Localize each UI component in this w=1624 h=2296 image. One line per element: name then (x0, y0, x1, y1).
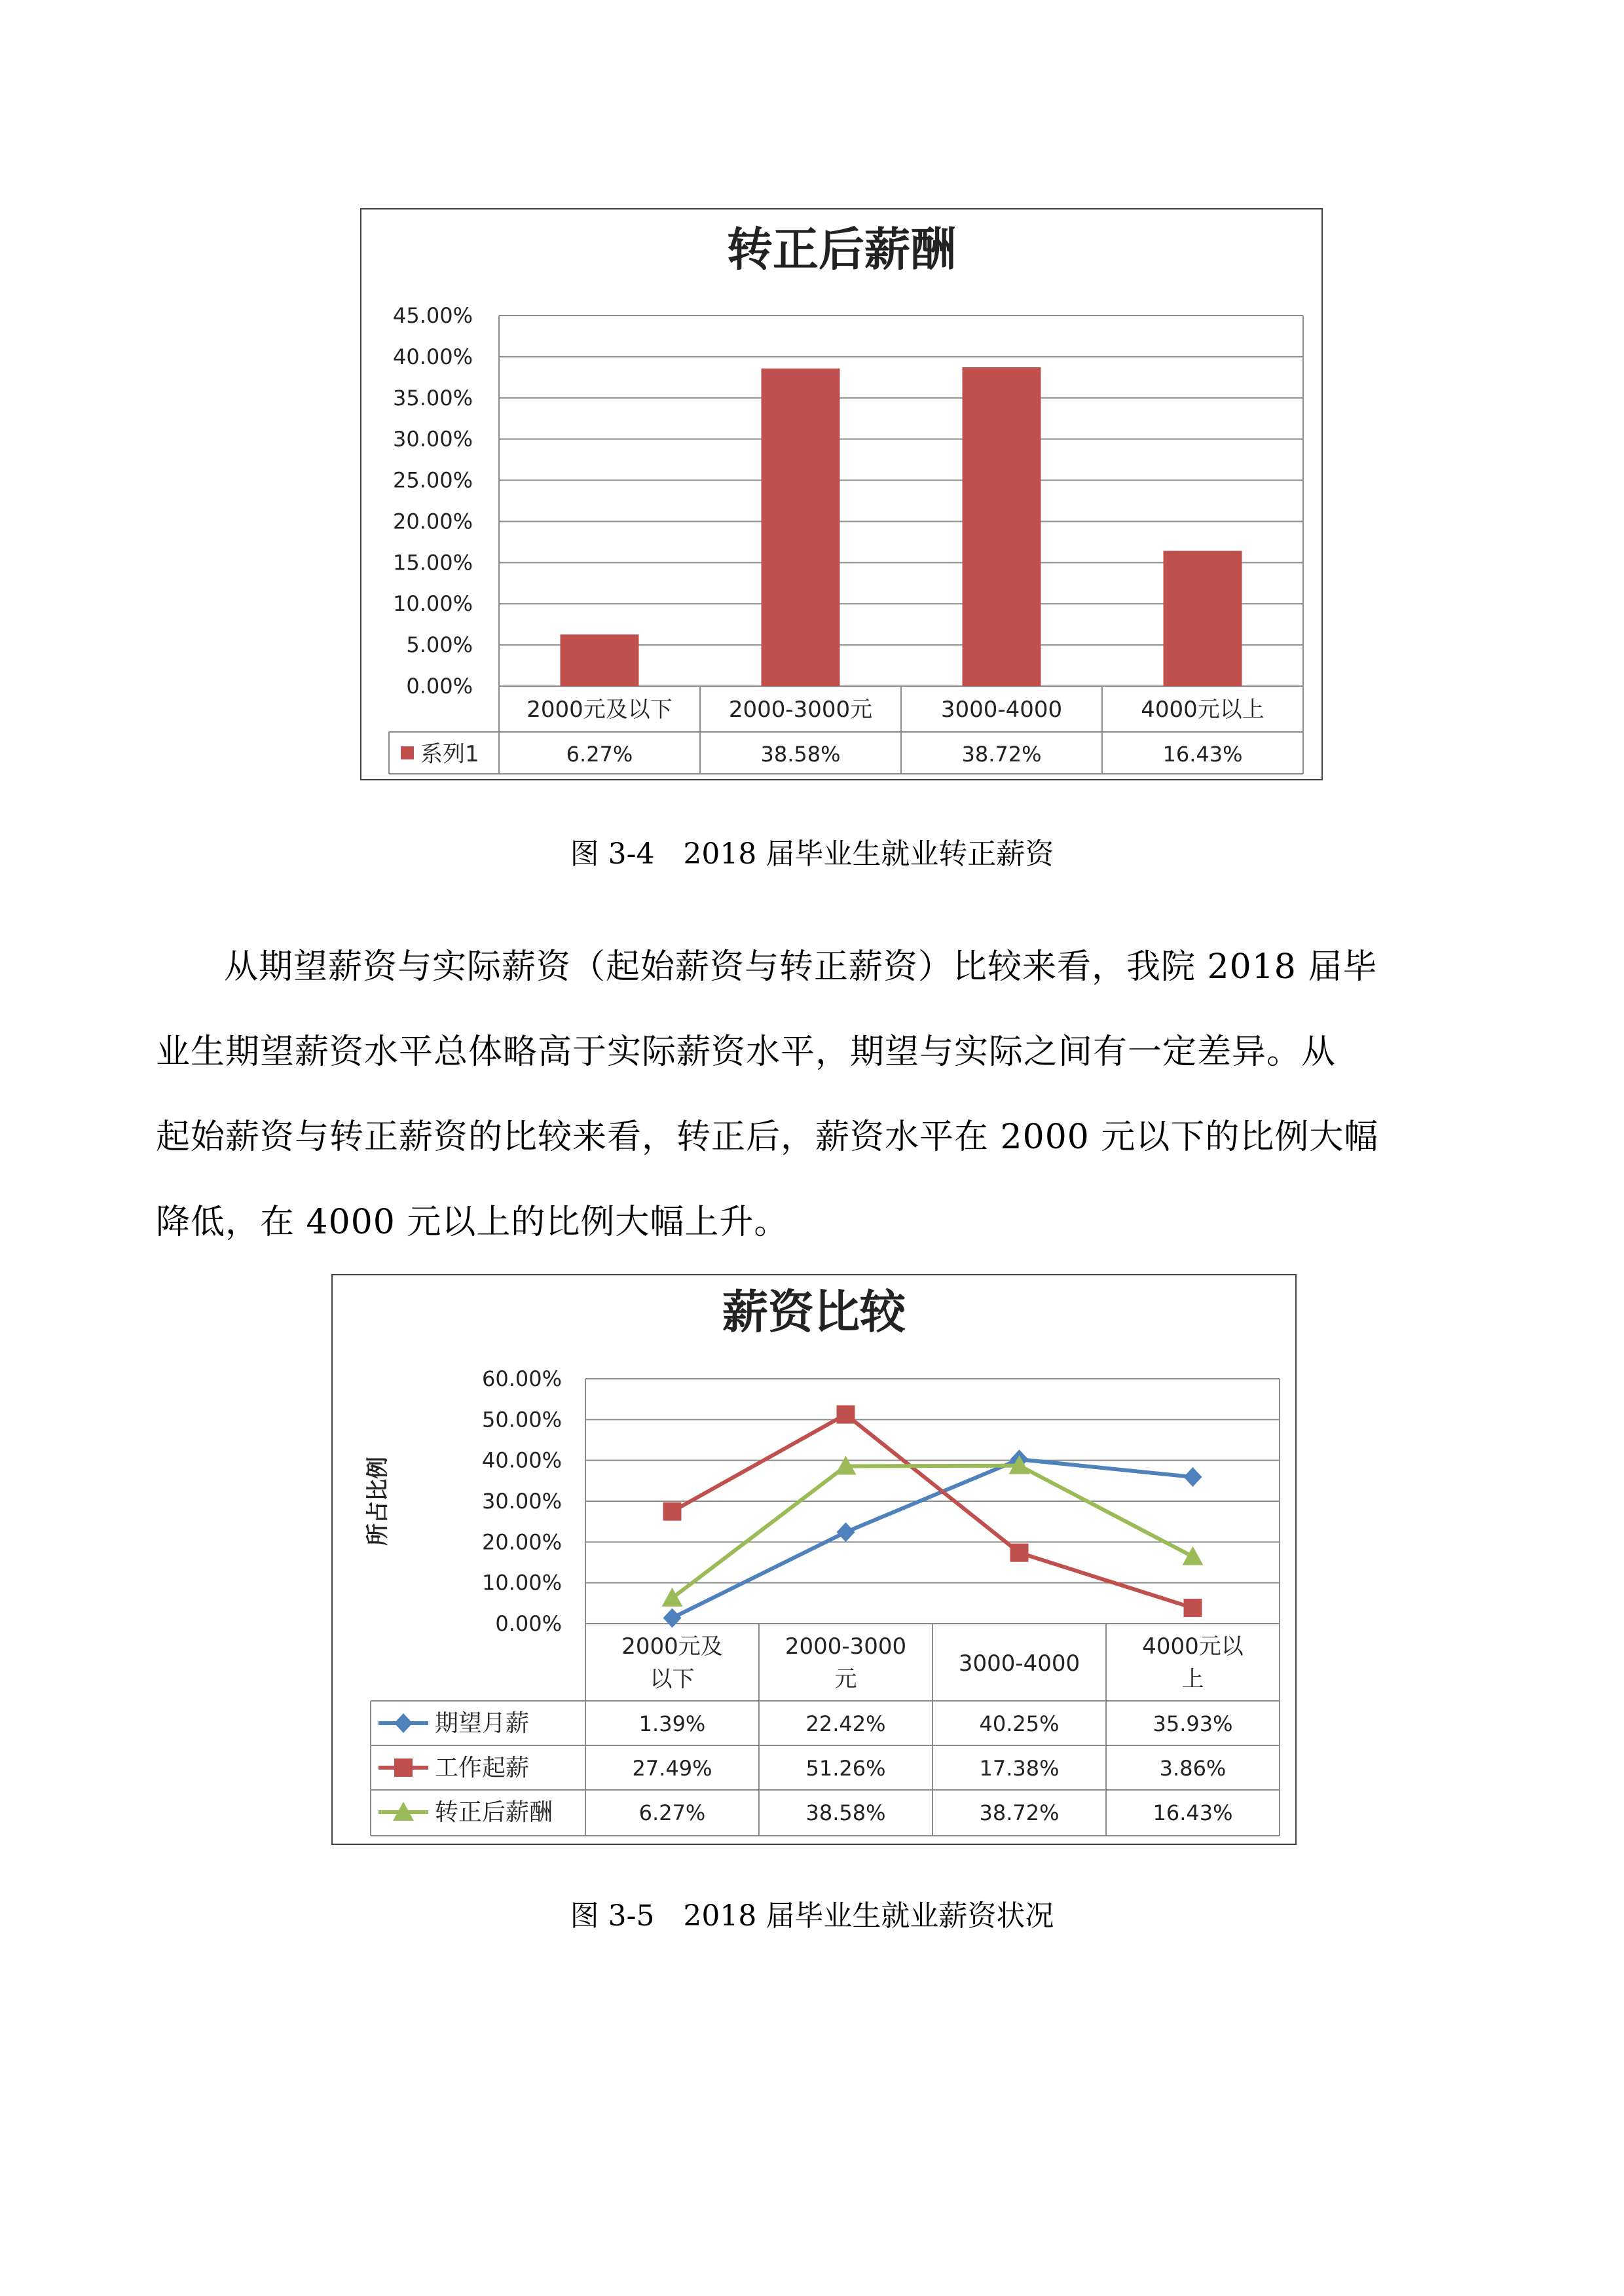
legend-label-0: 期望月薪 (435, 1710, 530, 1737)
paragraph-line-2: 业生期望薪资水平总体略高于实际薪资水平，期望与实际之间有一定差异。从 (156, 1032, 1337, 1072)
data-table-value: 51.26% (805, 1756, 886, 1781)
series-0-point-0 (663, 1608, 682, 1628)
data-table-value: 6.27% (638, 1800, 706, 1825)
y-tick-label: 0.00% (406, 674, 473, 699)
data-table-value: 40.25% (979, 1711, 1060, 1736)
bar-3 (1164, 551, 1242, 686)
y-tick-label: 40.00% (481, 1448, 562, 1473)
data-table-value: 38.72% (979, 1800, 1060, 1825)
y-tick-label: 45.00% (392, 303, 473, 328)
paragraph-line-3: 起始薪资与转正薪资的比较来看，转正后，薪资水平在 2000 元以下的比例大幅 (156, 1118, 1379, 1157)
x-category-label: 元 (834, 1666, 857, 1692)
bar-chart-svg (361, 210, 1321, 779)
y-tick-label: 60.00% (481, 1366, 562, 1391)
legend-label-1: 工作起薪 (435, 1755, 530, 1781)
legend-marker-0 (394, 1713, 413, 1733)
y-tick-label: 20.00% (481, 1529, 562, 1555)
data-table-value: 38.72% (961, 742, 1042, 767)
x-category-label: 2000-3000元 (728, 697, 873, 723)
figure-caption-3-5: 图 3-5 2018 届毕业生就业薪资状况 (570, 1899, 1054, 1933)
data-table-value: 16.43% (1153, 1800, 1233, 1825)
x-category-label: 以下 (650, 1666, 695, 1692)
y-tick-label: 15.00% (392, 550, 473, 575)
chart-title: 转正后薪酬 (727, 223, 956, 276)
legend-marker-1 (394, 1758, 413, 1777)
y-tick-label: 20.00% (392, 509, 473, 534)
line-chart-svg (333, 1275, 1295, 1844)
series-2-point-3 (1183, 1546, 1204, 1565)
series-1-point-2 (1010, 1544, 1029, 1562)
paragraph-line-1: 从期望薪资与实际薪资（起始薪资与转正薪资）比较来看，我院 2018 届毕 (224, 947, 1378, 987)
y-tick-label: 0.00% (495, 1611, 562, 1636)
y-tick-label: 5.00% (406, 632, 473, 658)
line-chart-salary-comparison (331, 1274, 1297, 1845)
bar-chart-salary-after-probation (360, 208, 1323, 780)
y-tick-label: 50.00% (481, 1407, 562, 1432)
paragraph-line-4: 降低，在 4000 元以上的比例大幅上升。 (156, 1203, 789, 1242)
x-category-label: 2000元及 (621, 1633, 723, 1660)
series-1-point-0 (663, 1503, 682, 1521)
bar-0 (561, 634, 639, 686)
bar-2 (963, 367, 1041, 686)
x-category-label: 2000-3000 (784, 1633, 907, 1660)
y-axis-title: 所占比例 (365, 1457, 391, 1546)
data-table-value: 35.93% (1153, 1711, 1233, 1736)
data-table-value: 27.49% (632, 1756, 712, 1781)
x-category-label: 4000元以 (1142, 1633, 1244, 1660)
series-0-point-1 (837, 1522, 855, 1542)
y-tick-label: 30.00% (481, 1489, 562, 1514)
legend-swatch-series1 (401, 746, 414, 759)
data-table-value: 17.38% (979, 1756, 1060, 1781)
y-tick-label: 10.00% (481, 1570, 562, 1595)
x-category-label: 2000元及以下 (526, 697, 673, 723)
bar-1 (762, 369, 840, 686)
x-category-label: 4000元以上 (1141, 697, 1264, 723)
series-1-point-1 (837, 1405, 855, 1423)
y-tick-label: 30.00% (392, 426, 473, 452)
figure-caption-3-4: 图 3-4 2018 届毕业生就业转正薪资 (570, 837, 1054, 871)
y-tick-label: 40.00% (392, 344, 473, 369)
data-table-value: 38.58% (805, 1800, 886, 1825)
body-paragraph (156, 924, 1475, 1265)
legend-label-series1: 系列1 (420, 741, 479, 767)
data-table-value: 6.27% (566, 742, 633, 767)
data-table-value: 16.43% (1162, 742, 1243, 767)
data-table-value: 1.39% (638, 1711, 706, 1736)
y-tick-label: 35.00% (392, 385, 473, 410)
x-category-label: 上 (1181, 1666, 1204, 1692)
data-table-value: 38.58% (760, 742, 841, 767)
y-tick-label: 25.00% (392, 467, 473, 493)
data-table-value: 3.86% (1159, 1756, 1227, 1781)
series-0-point-3 (1184, 1467, 1202, 1487)
x-category-label: 3000-4000 (940, 697, 1063, 723)
series-1-point-3 (1184, 1599, 1202, 1617)
legend-label-2: 转正后薪酬 (435, 1799, 553, 1826)
chart-title: 薪资比较 (722, 1285, 906, 1339)
x-category-label: 3000-4000 (958, 1650, 1080, 1677)
y-tick-label: 10.00% (392, 591, 473, 617)
data-table-value: 22.42% (805, 1711, 886, 1736)
